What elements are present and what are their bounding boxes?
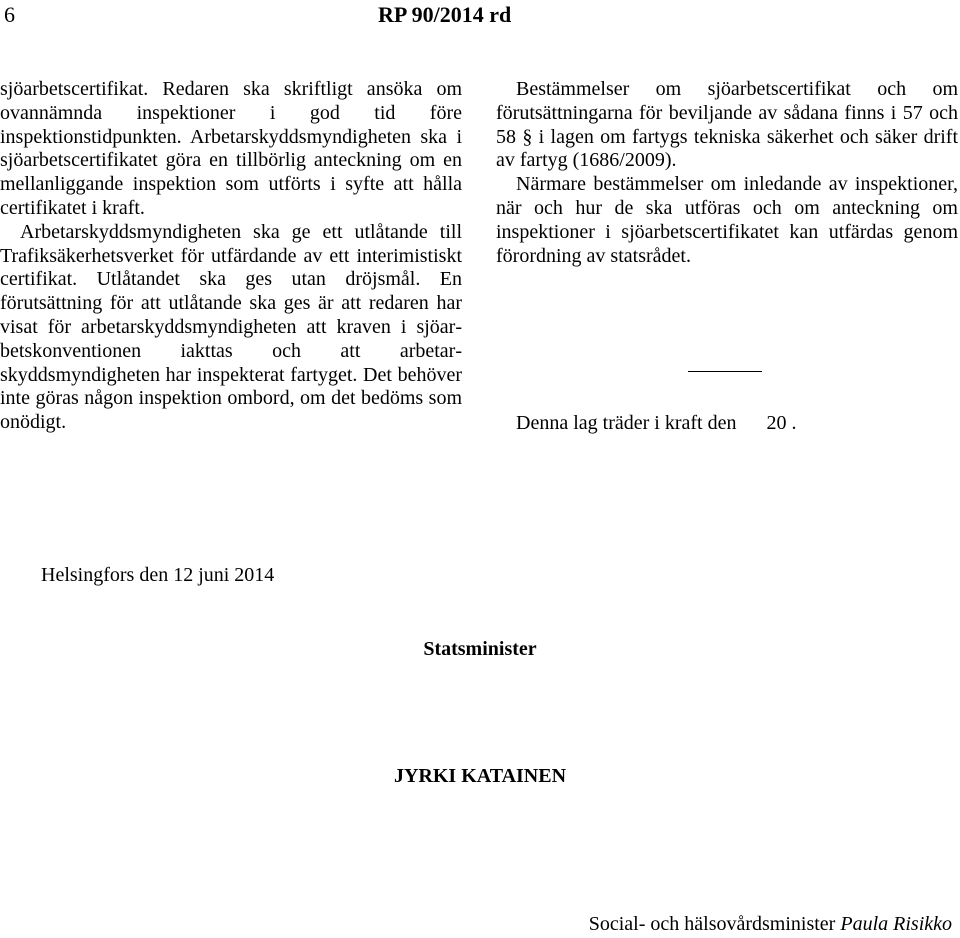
minister-title: Social- och hälsovårdsminister — [588, 913, 836, 935]
right-paragraph-1: Bestämmelser om sjöarbetscertifikat och om förutsättningarna för beviljande av sådana finns i 57 och 58 § i lagen om fartygs tekniska säkerhet och säker drift av fartyg (1686/2009). — [496, 78, 958, 172]
prime-minister-title: Statsminister — [423, 638, 537, 660]
right-column — [496, 78, 958, 268]
left-paragraph-1: sjöarbetscertifikat. Redaren ska skriftligt ansöka om ovannämnda inspektioner i god tid före inspektionstidpunkten. Arbetarskyddsmyndigheten ska i sjöarbetscertifikatet göra en tillbörlig anteckning om en mellanliggande inspektion som utförts i syfte att hålla certifikatet i kraft. — [0, 78, 462, 219]
page-number: 6 — [4, 2, 15, 27]
left-column — [0, 78, 462, 435]
right-paragraph-2: Närmare bestämmelser om inledande av inspektioner, när och hur de ska utföras och om anteckning om inspektioner i sjöarbetscertifikatet kan utfärdas genom förordning av statsrådet. — [496, 173, 958, 267]
section-divider — [688, 371, 762, 372]
minister-name: Paula Risikko — [840, 913, 952, 935]
effective-date-clause: Denna lag träder i kraft den 20 . — [516, 412, 797, 434]
prime-minister-name: JYRKI KATAINEN — [393, 765, 567, 787]
left-paragraph-2: Arbetarskyddsmyndigheten ska ge ett utlåtande till Trafiksäkerhetsverket för utfärdande av ett interimistiskt certifikat. Utlåtandet ska ges utan dröjsmål. En förutsättning för att utlåtande ska ges är att redaren har visat för arbetarskyddsmyndigheten att kraven i sjöarbetskonventionen iakttas och att arbetarskyddsmyndigheten har inspekterat fartyget. Det behöver inte göras någon inspektion ombord, om det bedöms som onödigt. — [0, 220, 462, 434]
document-id: RP 90/2014 rd — [378, 2, 512, 27]
minister-signature-line — [589, 912, 952, 936]
signature-place-date: Helsingfors den 12 juni 2014 — [41, 564, 275, 586]
